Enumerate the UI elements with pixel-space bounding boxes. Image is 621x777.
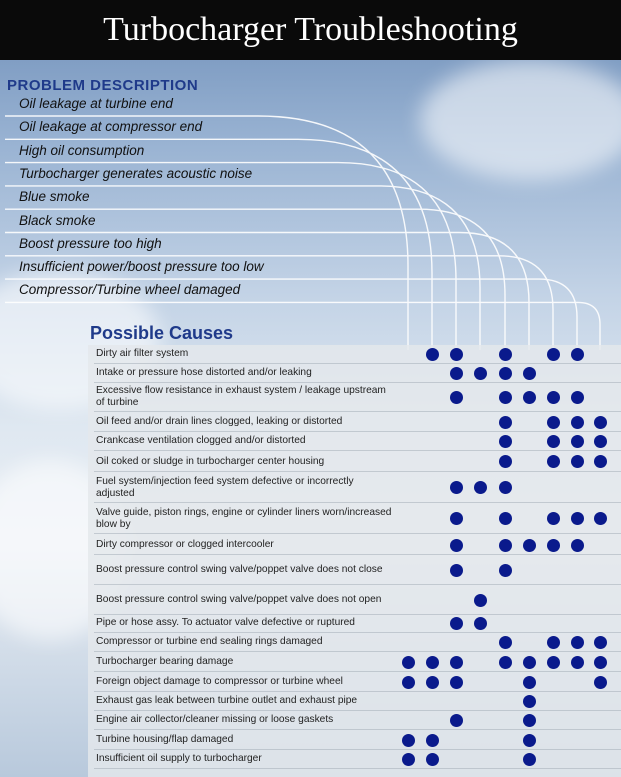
cause-row	[96, 586, 392, 614]
cause-row	[96, 504, 392, 533]
cause-label: Excessive flow resistance in exhaust system / leakage upstream of turbine	[96, 385, 386, 408]
indicator-dot	[571, 539, 584, 552]
cause-row	[96, 556, 392, 584]
possible-causes-header: Possible Causes	[90, 323, 234, 343]
indicator-dot	[523, 695, 536, 708]
indicator-dot	[402, 676, 415, 689]
cause-row	[96, 473, 392, 502]
cause-row	[96, 364, 392, 382]
indicator-dot	[571, 455, 584, 468]
indicator-dot	[450, 617, 463, 630]
indicator-dot	[450, 512, 463, 525]
indicator-dot	[450, 481, 463, 494]
cause-row	[96, 653, 392, 671]
problem-item: Compressor/Turbine wheel damaged	[19, 282, 241, 298]
indicator-dot	[594, 676, 607, 689]
problem-item: Oil leakage at compressor end	[19, 119, 203, 135]
indicator-dot	[523, 734, 536, 747]
problem-item: Black smoke	[19, 212, 96, 228]
indicator-dot	[499, 512, 512, 525]
indicator-dot	[402, 753, 415, 766]
indicator-dot	[594, 416, 607, 429]
problem-item: Blue smoke	[19, 189, 90, 205]
indicator-dot	[571, 656, 584, 669]
indicator-dot	[594, 435, 607, 448]
cause-row	[96, 345, 392, 363]
indicator-dot	[594, 455, 607, 468]
indicator-dot	[571, 435, 584, 448]
indicator-dot	[450, 714, 463, 727]
indicator-dot	[547, 416, 560, 429]
indicator-dot	[474, 481, 487, 494]
indicator-dot	[547, 348, 560, 361]
indicator-dot	[450, 676, 463, 689]
indicator-dot	[523, 391, 536, 404]
indicator-dot	[523, 676, 536, 689]
indicator-dot	[450, 656, 463, 669]
indicator-dot	[499, 636, 512, 649]
problem-item: Insufficient power/boost pressure too low	[19, 259, 264, 275]
indicator-dot	[402, 656, 415, 669]
indicator-dot	[499, 348, 512, 361]
indicator-dot	[571, 416, 584, 429]
indicator-dot	[426, 656, 439, 669]
indicator-dot	[523, 656, 536, 669]
cause-label: Dirty air filter system	[96, 348, 189, 359]
indicator-dot	[402, 734, 415, 747]
problem-item: Oil leakage at turbine end	[19, 96, 173, 111]
cause-label: Oil feed and/or drain lines clogged, leaking or distorted	[96, 416, 343, 427]
row-separator	[94, 450, 621, 451]
row-separator	[94, 533, 621, 534]
problem-item: Boost pressure too high	[19, 235, 162, 251]
cause-label: Intake or pressure hose distorted and/or leaking	[96, 367, 312, 378]
indicator-dot	[499, 656, 512, 669]
indicator-dot	[450, 367, 463, 380]
cause-label: Turbocharger bearing damage	[96, 656, 234, 667]
indicator-dot	[499, 539, 512, 552]
indicator-dot	[547, 656, 560, 669]
cause-row	[96, 614, 392, 632]
page-title: Turbocharger Troubleshooting	[0, 0, 621, 60]
row-separator	[94, 584, 621, 585]
indicator-dot	[426, 753, 439, 766]
cause-label: Boost pressure control swing valve/poppet valve does not close	[96, 564, 383, 575]
cause-label: Crankcase ventilation clogged and/or distorted	[96, 435, 306, 446]
cause-label: Boost pressure control swing valve/poppet valve does not open	[96, 594, 382, 605]
cause-row	[96, 452, 392, 471]
indicator-dot	[547, 636, 560, 649]
problem-item: Turbocharger generates acoustic noise	[19, 165, 253, 181]
cause-label: Dirty compressor or clogged intercooler	[96, 539, 274, 550]
cause-row	[96, 383, 392, 411]
indicator-dot	[426, 676, 439, 689]
indicator-dot	[523, 367, 536, 380]
cause-row	[96, 731, 392, 749]
cause-row	[96, 413, 392, 431]
indicator-dot	[547, 435, 560, 448]
indicator-dot	[571, 512, 584, 525]
cause-label: Exhaust gas leak between turbine outlet and exhaust pipe	[96, 695, 358, 706]
indicator-dot	[547, 539, 560, 552]
indicator-dot	[499, 455, 512, 468]
problem-item: High oil consumption	[19, 142, 145, 158]
indicator-dot	[547, 512, 560, 525]
indicator-dot	[450, 539, 463, 552]
indicator-dot	[499, 564, 512, 577]
indicator-dot	[547, 455, 560, 468]
cause-label: Engine air collector/cleaner missing or loose gaskets	[96, 714, 334, 725]
indicator-dot	[523, 539, 536, 552]
indicator-dot	[523, 753, 536, 766]
indicator-dot	[523, 714, 536, 727]
indicator-dot	[499, 481, 512, 494]
indicator-dot	[474, 617, 487, 630]
cause-label: Valve guide, piston rings, engine or cylinder liners worn/increased blow by	[96, 506, 392, 530]
cause-row	[96, 750, 392, 768]
indicator-dot	[426, 348, 439, 361]
indicator-dot	[450, 391, 463, 404]
indicator-dot	[426, 734, 439, 747]
row-separator	[94, 471, 621, 472]
row-separator	[94, 554, 621, 555]
indicator-dot	[499, 416, 512, 429]
indicator-dot	[571, 636, 584, 649]
row-separator	[94, 671, 621, 672]
cause-label: Oil coked or sludge in turbocharger center housing	[96, 455, 325, 467]
indicator-dot	[547, 391, 560, 404]
indicator-dot	[571, 391, 584, 404]
row-separator	[94, 729, 621, 730]
cause-row	[96, 633, 392, 651]
indicator-dot	[594, 512, 607, 525]
indicator-dot	[450, 348, 463, 361]
cause-row	[96, 692, 392, 710]
indicator-dot	[499, 367, 512, 380]
indicator-dot	[450, 564, 463, 577]
cause-row	[96, 673, 392, 691]
indicator-dot	[474, 367, 487, 380]
row-separator	[94, 651, 621, 652]
indicator-dot	[594, 636, 607, 649]
cause-label: Fuel system/injection feed system defective or incorrectly adjusted	[96, 475, 354, 499]
cause-label: Insufficient oil supply to turbocharger	[96, 753, 262, 764]
cause-label: Turbine housing/flap damaged	[96, 734, 234, 745]
row-separator	[94, 768, 621, 769]
indicator-dot	[499, 391, 512, 404]
indicator-dot	[571, 348, 584, 361]
row-separator	[94, 411, 621, 412]
cause-label: Foreign object damage to compressor or turbine wheel	[96, 676, 343, 687]
cause-row	[96, 432, 392, 450]
cause-label: Pipe or hose assy. To actuator valve defective or ruptured	[96, 617, 355, 628]
cause-label: Compressor or turbine end sealing rings damaged	[96, 636, 323, 647]
indicator-dot	[594, 656, 607, 669]
cause-row	[96, 711, 392, 729]
cause-row	[96, 536, 392, 554]
indicator-dot	[474, 594, 487, 607]
row-separator	[94, 502, 621, 503]
problem-description-header: PROBLEM DESCRIPTION	[7, 77, 199, 94]
indicator-dot	[499, 435, 512, 448]
